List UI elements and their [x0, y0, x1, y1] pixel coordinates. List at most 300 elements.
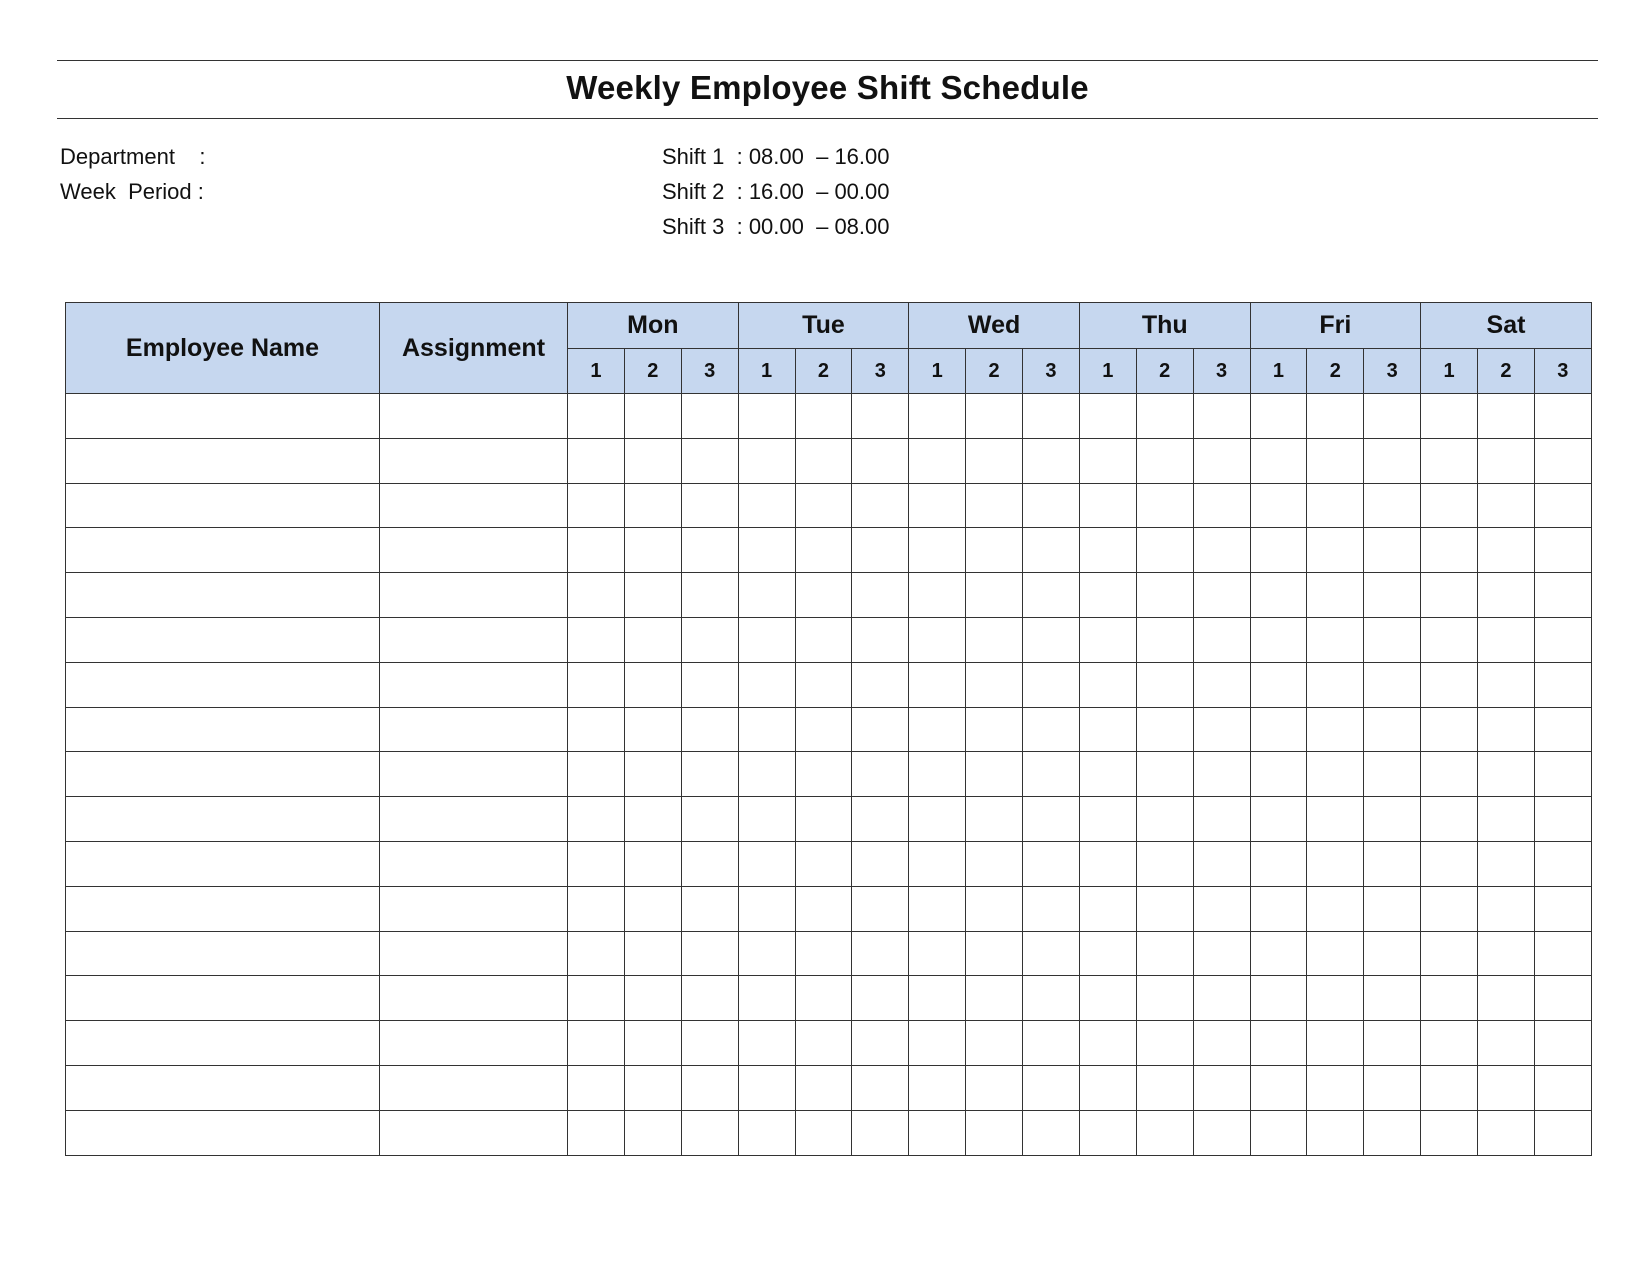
shift-cell-tue-2[interactable] [795, 1065, 852, 1110]
employee-name-cell[interactable] [66, 438, 380, 483]
shift-cell-tue-1[interactable] [738, 1021, 795, 1066]
assignment-cell[interactable] [380, 528, 568, 573]
shift-cell-wed-3[interactable] [1023, 1021, 1080, 1066]
shift-cell-wed-2[interactable] [966, 483, 1023, 528]
shift-cell-sat-1[interactable] [1421, 886, 1478, 931]
shift-cell-mon-2[interactable] [624, 438, 681, 483]
shift-cell-thu-2[interactable] [1136, 931, 1193, 976]
shift-cell-wed-3[interactable] [1023, 931, 1080, 976]
shift-cell-thu-1[interactable] [1079, 707, 1136, 752]
shift-cell-wed-1[interactable] [909, 707, 966, 752]
shift-cell-sat-1[interactable] [1421, 841, 1478, 886]
shift-cell-sat-3[interactable] [1534, 528, 1591, 573]
shift-cell-wed-2[interactable] [966, 617, 1023, 662]
shift-cell-mon-2[interactable] [624, 841, 681, 886]
shift-cell-mon-3[interactable] [681, 886, 738, 931]
shift-cell-fri-1[interactable] [1250, 976, 1307, 1021]
shift-cell-fri-3[interactable] [1364, 1065, 1421, 1110]
shift-cell-tue-2[interactable] [795, 573, 852, 618]
shift-cell-mon-1[interactable] [568, 1021, 625, 1066]
shift-cell-wed-3[interactable] [1023, 797, 1080, 842]
shift-cell-tue-1[interactable] [738, 1110, 795, 1155]
shift-cell-tue-2[interactable] [795, 931, 852, 976]
shift-cell-thu-1[interactable] [1079, 1065, 1136, 1110]
shift-cell-fri-3[interactable] [1364, 752, 1421, 797]
shift-cell-mon-3[interactable] [681, 976, 738, 1021]
shift-cell-mon-1[interactable] [568, 394, 625, 439]
shift-cell-wed-1[interactable] [909, 841, 966, 886]
shift-cell-tue-1[interactable] [738, 931, 795, 976]
shift-cell-thu-2[interactable] [1136, 662, 1193, 707]
shift-cell-thu-1[interactable] [1079, 886, 1136, 931]
shift-cell-wed-2[interactable] [966, 438, 1023, 483]
shift-cell-mon-1[interactable] [568, 573, 625, 618]
shift-cell-sat-3[interactable] [1534, 483, 1591, 528]
shift-cell-tue-3[interactable] [852, 886, 909, 931]
shift-cell-wed-3[interactable] [1023, 1065, 1080, 1110]
shift-cell-wed-2[interactable] [966, 573, 1023, 618]
shift-cell-tue-1[interactable] [738, 573, 795, 618]
shift-cell-thu-2[interactable] [1136, 752, 1193, 797]
shift-cell-thu-2[interactable] [1136, 976, 1193, 1021]
employee-name-cell[interactable] [66, 976, 380, 1021]
shift-cell-mon-2[interactable] [624, 752, 681, 797]
shift-cell-fri-1[interactable] [1250, 438, 1307, 483]
shift-cell-mon-3[interactable] [681, 1110, 738, 1155]
shift-cell-sat-1[interactable] [1421, 752, 1478, 797]
shift-cell-fri-2[interactable] [1307, 1021, 1364, 1066]
shift-cell-wed-1[interactable] [909, 1065, 966, 1110]
shift-cell-sat-3[interactable] [1534, 976, 1591, 1021]
shift-cell-fri-1[interactable] [1250, 707, 1307, 752]
shift-cell-sat-2[interactable] [1478, 617, 1535, 662]
shift-cell-thu-3[interactable] [1193, 573, 1250, 618]
assignment-cell[interactable] [380, 797, 568, 842]
shift-cell-wed-3[interactable] [1023, 662, 1080, 707]
shift-cell-sat-2[interactable] [1478, 841, 1535, 886]
shift-cell-wed-1[interactable] [909, 394, 966, 439]
shift-cell-wed-1[interactable] [909, 752, 966, 797]
shift-cell-wed-2[interactable] [966, 394, 1023, 439]
shift-cell-wed-2[interactable] [966, 886, 1023, 931]
shift-cell-mon-2[interactable] [624, 573, 681, 618]
shift-cell-wed-2[interactable] [966, 752, 1023, 797]
shift-cell-wed-3[interactable] [1023, 752, 1080, 797]
shift-cell-wed-3[interactable] [1023, 841, 1080, 886]
shift-cell-fri-2[interactable] [1307, 752, 1364, 797]
shift-cell-mon-2[interactable] [624, 886, 681, 931]
employee-name-cell[interactable] [66, 797, 380, 842]
shift-cell-fri-1[interactable] [1250, 1065, 1307, 1110]
shift-cell-sat-1[interactable] [1421, 931, 1478, 976]
shift-cell-fri-2[interactable] [1307, 483, 1364, 528]
shift-cell-mon-3[interactable] [681, 528, 738, 573]
shift-cell-fri-3[interactable] [1364, 662, 1421, 707]
shift-cell-fri-1[interactable] [1250, 752, 1307, 797]
shift-cell-wed-3[interactable] [1023, 886, 1080, 931]
employee-name-cell[interactable] [66, 931, 380, 976]
shift-cell-thu-2[interactable] [1136, 797, 1193, 842]
shift-cell-tue-1[interactable] [738, 886, 795, 931]
employee-name-cell[interactable] [66, 573, 380, 618]
shift-cell-tue-1[interactable] [738, 841, 795, 886]
shift-cell-fri-1[interactable] [1250, 573, 1307, 618]
shift-cell-tue-2[interactable] [795, 438, 852, 483]
shift-cell-fri-1[interactable] [1250, 662, 1307, 707]
shift-cell-tue-1[interactable] [738, 662, 795, 707]
shift-cell-tue-1[interactable] [738, 707, 795, 752]
shift-cell-mon-3[interactable] [681, 931, 738, 976]
shift-cell-wed-1[interactable] [909, 976, 966, 1021]
shift-cell-tue-2[interactable] [795, 662, 852, 707]
shift-cell-tue-3[interactable] [852, 662, 909, 707]
shift-cell-sat-3[interactable] [1534, 662, 1591, 707]
shift-cell-fri-3[interactable] [1364, 438, 1421, 483]
shift-cell-wed-2[interactable] [966, 931, 1023, 976]
employee-name-cell[interactable] [66, 707, 380, 752]
shift-cell-sat-1[interactable] [1421, 483, 1478, 528]
assignment-cell[interactable] [380, 1021, 568, 1066]
employee-name-cell[interactable] [66, 528, 380, 573]
shift-cell-mon-2[interactable] [624, 394, 681, 439]
shift-cell-fri-1[interactable] [1250, 1110, 1307, 1155]
shift-cell-thu-1[interactable] [1079, 1021, 1136, 1066]
shift-cell-fri-2[interactable] [1307, 528, 1364, 573]
shift-cell-tue-1[interactable] [738, 617, 795, 662]
shift-cell-tue-2[interactable] [795, 886, 852, 931]
shift-cell-wed-1[interactable] [909, 1110, 966, 1155]
assignment-cell[interactable] [380, 841, 568, 886]
shift-cell-tue-2[interactable] [795, 483, 852, 528]
shift-cell-tue-3[interactable] [852, 438, 909, 483]
shift-cell-mon-3[interactable] [681, 438, 738, 483]
shift-cell-mon-2[interactable] [624, 797, 681, 842]
shift-cell-wed-3[interactable] [1023, 1110, 1080, 1155]
shift-cell-thu-1[interactable] [1079, 528, 1136, 573]
shift-cell-fri-3[interactable] [1364, 1110, 1421, 1155]
shift-cell-mon-1[interactable] [568, 483, 625, 528]
assignment-cell[interactable] [380, 394, 568, 439]
shift-cell-tue-2[interactable] [795, 394, 852, 439]
shift-cell-tue-3[interactable] [852, 1065, 909, 1110]
shift-cell-tue-3[interactable] [852, 1021, 909, 1066]
shift-cell-tue-2[interactable] [795, 841, 852, 886]
shift-cell-fri-3[interactable] [1364, 931, 1421, 976]
shift-cell-fri-1[interactable] [1250, 394, 1307, 439]
shift-cell-sat-2[interactable] [1478, 483, 1535, 528]
shift-cell-thu-2[interactable] [1136, 483, 1193, 528]
shift-cell-sat-2[interactable] [1478, 931, 1535, 976]
shift-cell-thu-3[interactable] [1193, 931, 1250, 976]
shift-cell-thu-1[interactable] [1079, 483, 1136, 528]
shift-cell-tue-1[interactable] [738, 1065, 795, 1110]
shift-cell-tue-3[interactable] [852, 1110, 909, 1155]
shift-cell-mon-1[interactable] [568, 797, 625, 842]
shift-cell-thu-1[interactable] [1079, 797, 1136, 842]
shift-cell-fri-3[interactable] [1364, 394, 1421, 439]
employee-name-cell[interactable] [66, 1065, 380, 1110]
shift-cell-sat-2[interactable] [1478, 707, 1535, 752]
shift-cell-fri-3[interactable] [1364, 573, 1421, 618]
shift-cell-tue-3[interactable] [852, 707, 909, 752]
shift-cell-fri-2[interactable] [1307, 1110, 1364, 1155]
employee-name-cell[interactable] [66, 1021, 380, 1066]
shift-cell-tue-3[interactable] [852, 841, 909, 886]
shift-cell-thu-3[interactable] [1193, 841, 1250, 886]
shift-cell-thu-3[interactable] [1193, 528, 1250, 573]
shift-cell-fri-2[interactable] [1307, 797, 1364, 842]
shift-cell-thu-2[interactable] [1136, 528, 1193, 573]
shift-cell-fri-1[interactable] [1250, 1021, 1307, 1066]
shift-cell-wed-1[interactable] [909, 1021, 966, 1066]
shift-cell-thu-3[interactable] [1193, 797, 1250, 842]
shift-cell-wed-2[interactable] [966, 1110, 1023, 1155]
shift-cell-mon-3[interactable] [681, 662, 738, 707]
shift-cell-wed-3[interactable] [1023, 707, 1080, 752]
shift-cell-mon-2[interactable] [624, 483, 681, 528]
shift-cell-tue-2[interactable] [795, 707, 852, 752]
shift-cell-thu-3[interactable] [1193, 483, 1250, 528]
shift-cell-tue-2[interactable] [795, 1110, 852, 1155]
shift-cell-thu-2[interactable] [1136, 707, 1193, 752]
shift-cell-mon-3[interactable] [681, 841, 738, 886]
shift-cell-mon-3[interactable] [681, 752, 738, 797]
shift-cell-wed-1[interactable] [909, 886, 966, 931]
shift-cell-sat-2[interactable] [1478, 752, 1535, 797]
shift-cell-thu-1[interactable] [1079, 752, 1136, 797]
shift-cell-wed-3[interactable] [1023, 483, 1080, 528]
shift-cell-wed-1[interactable] [909, 617, 966, 662]
shift-cell-sat-2[interactable] [1478, 394, 1535, 439]
assignment-cell[interactable] [380, 617, 568, 662]
shift-cell-sat-2[interactable] [1478, 1065, 1535, 1110]
shift-cell-wed-1[interactable] [909, 797, 966, 842]
shift-cell-fri-2[interactable] [1307, 841, 1364, 886]
assignment-cell[interactable] [380, 752, 568, 797]
shift-cell-thu-1[interactable] [1079, 841, 1136, 886]
shift-cell-thu-2[interactable] [1136, 573, 1193, 618]
shift-cell-thu-1[interactable] [1079, 662, 1136, 707]
shift-cell-thu-3[interactable] [1193, 752, 1250, 797]
shift-cell-mon-2[interactable] [624, 662, 681, 707]
shift-cell-tue-3[interactable] [852, 528, 909, 573]
shift-cell-fri-1[interactable] [1250, 797, 1307, 842]
shift-cell-thu-1[interactable] [1079, 976, 1136, 1021]
shift-cell-thu-1[interactable] [1079, 394, 1136, 439]
shift-cell-tue-3[interactable] [852, 483, 909, 528]
shift-cell-mon-3[interactable] [681, 1021, 738, 1066]
shift-cell-tue-2[interactable] [795, 752, 852, 797]
shift-cell-tue-1[interactable] [738, 752, 795, 797]
shift-cell-mon-3[interactable] [681, 707, 738, 752]
shift-cell-tue-3[interactable] [852, 617, 909, 662]
shift-cell-fri-3[interactable] [1364, 976, 1421, 1021]
shift-cell-wed-2[interactable] [966, 1021, 1023, 1066]
shift-cell-mon-1[interactable] [568, 976, 625, 1021]
shift-cell-wed-2[interactable] [966, 662, 1023, 707]
shift-cell-sat-1[interactable] [1421, 976, 1478, 1021]
shift-cell-mon-1[interactable] [568, 886, 625, 931]
shift-cell-mon-2[interactable] [624, 528, 681, 573]
shift-cell-mon-1[interactable] [568, 438, 625, 483]
shift-cell-sat-3[interactable] [1534, 931, 1591, 976]
shift-cell-mon-3[interactable] [681, 1065, 738, 1110]
shift-cell-mon-3[interactable] [681, 797, 738, 842]
shift-cell-fri-3[interactable] [1364, 528, 1421, 573]
shift-cell-sat-1[interactable] [1421, 394, 1478, 439]
shift-cell-sat-1[interactable] [1421, 1110, 1478, 1155]
shift-cell-tue-2[interactable] [795, 617, 852, 662]
shift-cell-sat-1[interactable] [1421, 662, 1478, 707]
shift-cell-sat-2[interactable] [1478, 1021, 1535, 1066]
shift-cell-wed-3[interactable] [1023, 976, 1080, 1021]
shift-cell-fri-3[interactable] [1364, 841, 1421, 886]
shift-cell-thu-3[interactable] [1193, 707, 1250, 752]
shift-cell-wed-3[interactable] [1023, 573, 1080, 618]
shift-cell-tue-3[interactable] [852, 931, 909, 976]
shift-cell-fri-1[interactable] [1250, 528, 1307, 573]
shift-cell-fri-3[interactable] [1364, 1021, 1421, 1066]
shift-cell-fri-1[interactable] [1250, 841, 1307, 886]
shift-cell-sat-1[interactable] [1421, 573, 1478, 618]
shift-cell-mon-2[interactable] [624, 1021, 681, 1066]
employee-name-cell[interactable] [66, 886, 380, 931]
shift-cell-wed-2[interactable] [966, 707, 1023, 752]
employee-name-cell[interactable] [66, 394, 380, 439]
shift-cell-sat-1[interactable] [1421, 1021, 1478, 1066]
shift-cell-tue-2[interactable] [795, 797, 852, 842]
shift-cell-sat-3[interactable] [1534, 797, 1591, 842]
shift-cell-tue-3[interactable] [852, 573, 909, 618]
shift-cell-sat-2[interactable] [1478, 662, 1535, 707]
assignment-cell[interactable] [380, 483, 568, 528]
assignment-cell[interactable] [380, 1110, 568, 1155]
assignment-cell[interactable] [380, 976, 568, 1021]
employee-name-cell[interactable] [66, 662, 380, 707]
shift-cell-wed-1[interactable] [909, 528, 966, 573]
shift-cell-thu-2[interactable] [1136, 1021, 1193, 1066]
employee-name-cell[interactable] [66, 483, 380, 528]
shift-cell-sat-1[interactable] [1421, 528, 1478, 573]
shift-cell-wed-2[interactable] [966, 797, 1023, 842]
shift-cell-thu-3[interactable] [1193, 617, 1250, 662]
shift-cell-wed-2[interactable] [966, 528, 1023, 573]
shift-cell-sat-1[interactable] [1421, 438, 1478, 483]
shift-cell-mon-2[interactable] [624, 707, 681, 752]
shift-cell-sat-3[interactable] [1534, 573, 1591, 618]
shift-cell-mon-1[interactable] [568, 1110, 625, 1155]
shift-cell-sat-2[interactable] [1478, 886, 1535, 931]
shift-cell-thu-3[interactable] [1193, 394, 1250, 439]
shift-cell-fri-3[interactable] [1364, 483, 1421, 528]
shift-cell-mon-1[interactable] [568, 662, 625, 707]
shift-cell-mon-3[interactable] [681, 617, 738, 662]
shift-cell-tue-3[interactable] [852, 752, 909, 797]
shift-cell-thu-2[interactable] [1136, 1110, 1193, 1155]
shift-cell-mon-2[interactable] [624, 931, 681, 976]
shift-cell-thu-2[interactable] [1136, 617, 1193, 662]
shift-cell-tue-1[interactable] [738, 483, 795, 528]
shift-cell-fri-2[interactable] [1307, 931, 1364, 976]
shift-cell-thu-1[interactable] [1079, 931, 1136, 976]
shift-cell-wed-3[interactable] [1023, 617, 1080, 662]
shift-cell-mon-2[interactable] [624, 976, 681, 1021]
shift-cell-sat-3[interactable] [1534, 752, 1591, 797]
shift-cell-thu-3[interactable] [1193, 886, 1250, 931]
shift-cell-fri-1[interactable] [1250, 617, 1307, 662]
shift-cell-fri-1[interactable] [1250, 483, 1307, 528]
shift-cell-tue-3[interactable] [852, 976, 909, 1021]
shift-cell-thu-3[interactable] [1193, 1021, 1250, 1066]
shift-cell-thu-3[interactable] [1193, 976, 1250, 1021]
shift-cell-mon-1[interactable] [568, 841, 625, 886]
shift-cell-tue-1[interactable] [738, 797, 795, 842]
shift-cell-sat-3[interactable] [1534, 438, 1591, 483]
shift-cell-fri-1[interactable] [1250, 931, 1307, 976]
shift-cell-fri-2[interactable] [1307, 394, 1364, 439]
shift-cell-sat-1[interactable] [1421, 707, 1478, 752]
assignment-cell[interactable] [380, 931, 568, 976]
shift-cell-fri-3[interactable] [1364, 707, 1421, 752]
shift-cell-sat-2[interactable] [1478, 528, 1535, 573]
shift-cell-wed-2[interactable] [966, 841, 1023, 886]
shift-cell-thu-3[interactable] [1193, 662, 1250, 707]
shift-cell-sat-1[interactable] [1421, 797, 1478, 842]
shift-cell-wed-1[interactable] [909, 483, 966, 528]
employee-name-cell[interactable] [66, 752, 380, 797]
shift-cell-sat-3[interactable] [1534, 617, 1591, 662]
shift-cell-wed-3[interactable] [1023, 438, 1080, 483]
shift-cell-mon-1[interactable] [568, 707, 625, 752]
shift-cell-sat-2[interactable] [1478, 438, 1535, 483]
shift-cell-sat-1[interactable] [1421, 1065, 1478, 1110]
shift-cell-thu-2[interactable] [1136, 886, 1193, 931]
shift-cell-thu-1[interactable] [1079, 617, 1136, 662]
shift-cell-sat-3[interactable] [1534, 707, 1591, 752]
shift-cell-tue-3[interactable] [852, 797, 909, 842]
shift-cell-thu-1[interactable] [1079, 573, 1136, 618]
shift-cell-sat-3[interactable] [1534, 1065, 1591, 1110]
shift-cell-sat-2[interactable] [1478, 797, 1535, 842]
shift-cell-sat-3[interactable] [1534, 841, 1591, 886]
shift-cell-mon-1[interactable] [568, 528, 625, 573]
shift-cell-tue-1[interactable] [738, 528, 795, 573]
shift-cell-tue-3[interactable] [852, 394, 909, 439]
shift-cell-thu-3[interactable] [1193, 1065, 1250, 1110]
shift-cell-sat-2[interactable] [1478, 573, 1535, 618]
shift-cell-fri-2[interactable] [1307, 573, 1364, 618]
shift-cell-mon-3[interactable] [681, 394, 738, 439]
assignment-cell[interactable] [380, 886, 568, 931]
shift-cell-thu-1[interactable] [1079, 438, 1136, 483]
shift-cell-fri-2[interactable] [1307, 976, 1364, 1021]
shift-cell-wed-1[interactable] [909, 438, 966, 483]
shift-cell-fri-3[interactable] [1364, 617, 1421, 662]
shift-cell-thu-3[interactable] [1193, 438, 1250, 483]
shift-cell-sat-3[interactable] [1534, 1110, 1591, 1155]
shift-cell-mon-3[interactable] [681, 573, 738, 618]
shift-cell-mon-1[interactable] [568, 931, 625, 976]
shift-cell-fri-2[interactable] [1307, 707, 1364, 752]
shift-cell-thu-2[interactable] [1136, 1065, 1193, 1110]
shift-cell-thu-2[interactable] [1136, 841, 1193, 886]
shift-cell-tue-2[interactable] [795, 528, 852, 573]
shift-cell-fri-3[interactable] [1364, 886, 1421, 931]
assignment-cell[interactable] [380, 1065, 568, 1110]
shift-cell-wed-2[interactable] [966, 976, 1023, 1021]
shift-cell-mon-1[interactable] [568, 1065, 625, 1110]
assignment-cell[interactable] [380, 707, 568, 752]
